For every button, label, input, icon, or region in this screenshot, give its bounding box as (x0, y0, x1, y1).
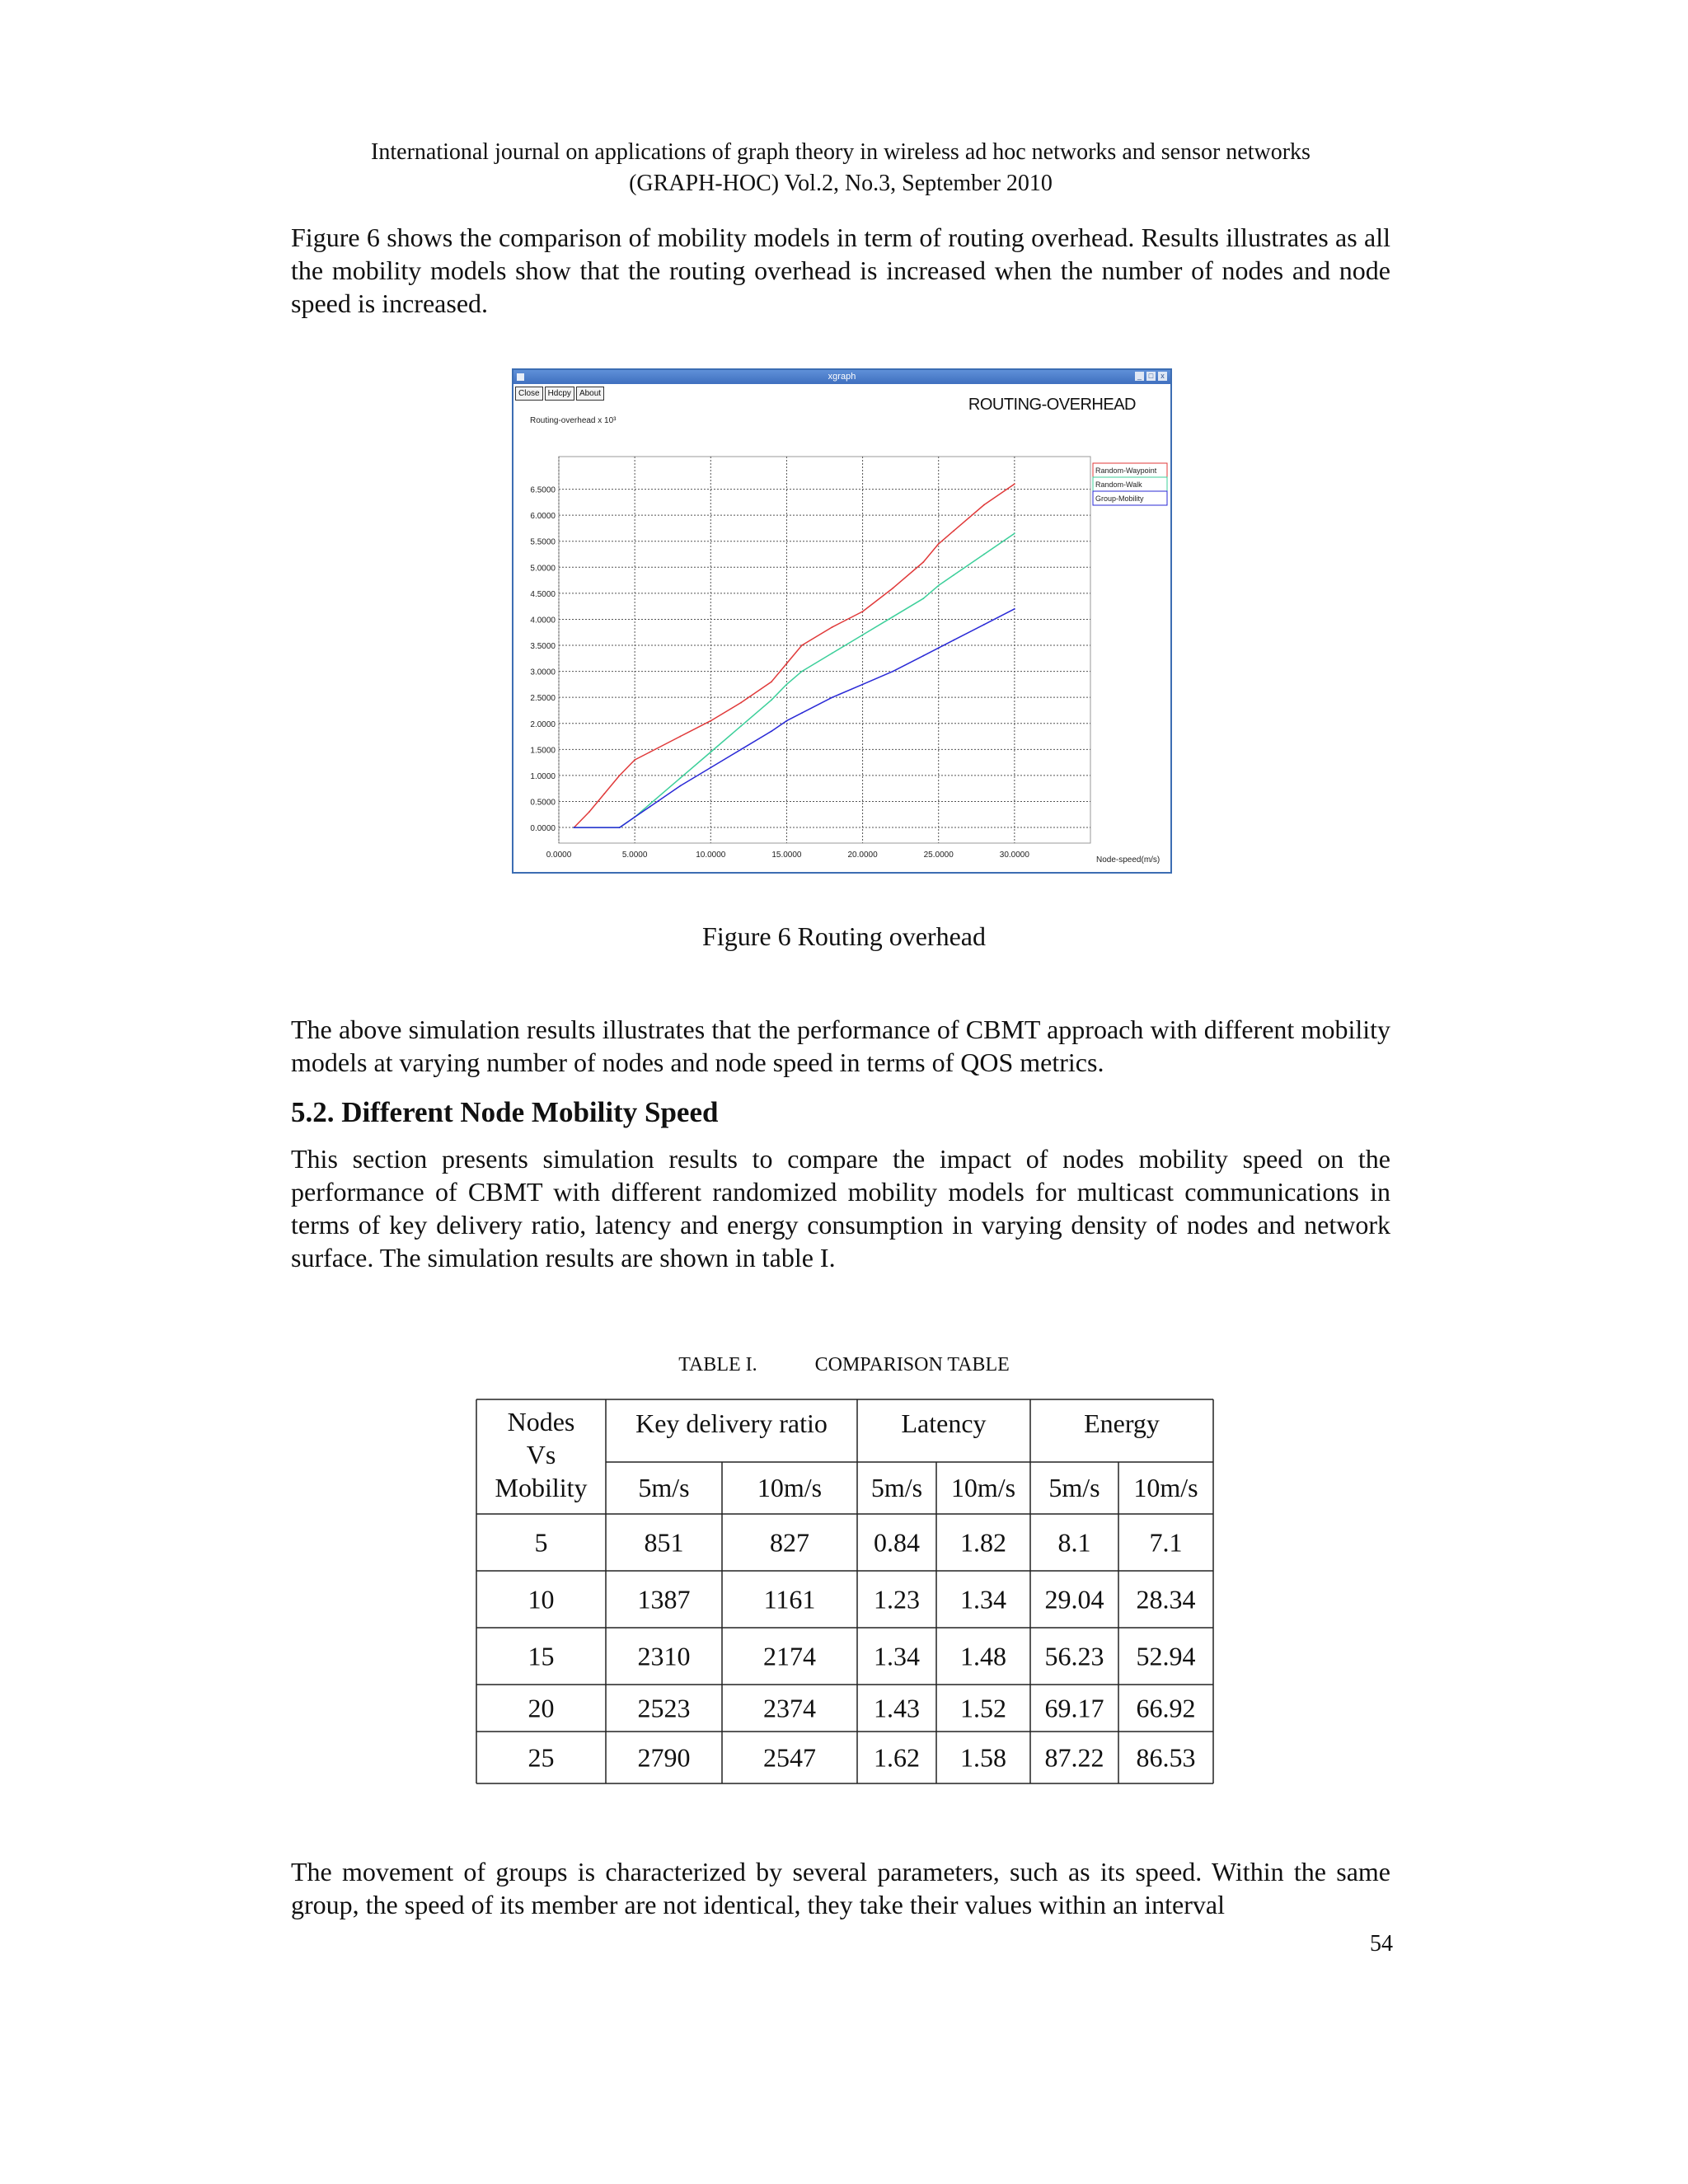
about-button[interactable]: About (576, 387, 604, 401)
legend-entry: Random-Walk (1095, 480, 1142, 489)
x-tick-label: 15.0000 (771, 851, 802, 860)
data-point (832, 653, 833, 654)
data-point (786, 683, 788, 685)
table-subheader: 10m/s (1133, 1473, 1198, 1502)
table-cell: 69.17 (1044, 1693, 1104, 1723)
series-line-random-walk (574, 533, 1015, 827)
table-cell: 1.23 (874, 1584, 920, 1615)
window-title: xgraph (828, 372, 856, 382)
close-window-icon[interactable]: x (1158, 372, 1167, 381)
data-point (619, 775, 621, 776)
data-point (574, 827, 575, 828)
minimize-icon[interactable]: _ (1135, 372, 1144, 381)
table-cell: 1387 (637, 1584, 691, 1615)
table-corner-label: Mobility (495, 1473, 588, 1502)
y-tick-label: 1.0000 (530, 771, 556, 781)
data-point (649, 752, 651, 753)
data-point (680, 777, 682, 779)
data-point (983, 554, 985, 555)
table-cell: 2523 (637, 1693, 691, 1723)
y-tick-label: 3.0000 (530, 668, 556, 677)
table-cell: 2374 (763, 1693, 816, 1723)
y-tick-label: 4.5000 (530, 589, 556, 599)
table-cell: 827 (770, 1527, 809, 1558)
legend-entry: Random-Waypoint (1095, 466, 1157, 475)
table-cell: 1.48 (960, 1641, 1006, 1671)
table-cell: 86.53 (1136, 1742, 1196, 1773)
data-point (801, 671, 803, 673)
data-point (801, 712, 803, 714)
data-point (680, 785, 682, 787)
data-point (1014, 608, 1015, 610)
table-caption-label: TABLE I. (678, 1354, 757, 1376)
table-cell: 1.43 (874, 1693, 920, 1723)
data-point (938, 647, 940, 649)
table-cell: 15 (528, 1641, 555, 1671)
table-caption-title: COMPARISON TABLE (814, 1354, 1010, 1376)
header-line-2: (GRAPH-HOC) Vol.2, No.3, September 2010 (629, 171, 1053, 196)
hardcopy-button[interactable]: Hdcpy (545, 387, 574, 401)
figure-caption: Figure 6 Routing overhead (702, 921, 986, 951)
data-point (603, 793, 605, 794)
table-cell: 56.23 (1044, 1641, 1104, 1671)
table-cell: 66.92 (1136, 1693, 1196, 1723)
data-point (953, 640, 954, 641)
data-point (634, 759, 635, 761)
chart-title: ROUTING-OVERHEAD (968, 396, 1136, 414)
window-menu-icon[interactable] (517, 373, 524, 381)
y-tick-label: 1.5000 (530, 746, 556, 756)
x-tick-label: 5.0000 (621, 851, 648, 860)
table-subheader: 10m/s (757, 1473, 823, 1502)
x-tick-label: 0.0000 (546, 851, 572, 860)
table-group-header: Key delivery ratio (635, 1408, 828, 1438)
data-point (740, 748, 742, 750)
data-point (710, 720, 711, 722)
data-point (771, 681, 772, 682)
y-tick-label: 2.0000 (530, 719, 556, 729)
data-point (862, 634, 864, 635)
data-point (771, 699, 772, 701)
table-cell: 1161 (763, 1584, 816, 1615)
routing-overhead-chart (513, 384, 1170, 872)
paragraph-section-intro: This section presents simulation results to compare the impact of nodes mobility speed on the performance of CBMT with different randomized mobility models for multicast communications in terms of key delivery ratio, latency and energy consumption in varying density of nodes and network surface. The simulation results are shown in table I. (291, 1144, 1390, 1272)
data-point (740, 702, 742, 704)
table-cell: 0.84 (874, 1527, 920, 1558)
x-tick-label: 10.0000 (696, 851, 726, 860)
data-point (922, 598, 924, 599)
data-point (1014, 483, 1015, 485)
table-cell: 1.34 (874, 1641, 920, 1671)
plot-frame (559, 457, 1090, 843)
data-point (680, 736, 682, 738)
data-point (786, 663, 788, 664)
table-cell: 1.34 (960, 1584, 1006, 1615)
x-tick-label: 25.0000 (923, 851, 954, 860)
table-cell: 87.22 (1044, 1742, 1104, 1773)
table-subheader: 5m/s (870, 1473, 923, 1502)
x-tick-label: 30.0000 (999, 851, 1029, 860)
y-tick-label: 2.5000 (530, 694, 556, 704)
y-tick-label: 6.5000 (530, 485, 556, 495)
table-cell: 29.04 (1044, 1584, 1104, 1615)
data-point (983, 624, 985, 626)
table-cell: 25 (528, 1742, 555, 1773)
data-point (832, 626, 833, 628)
data-point (740, 725, 742, 727)
table-cell: 10 (528, 1584, 555, 1615)
table-group-header: Energy (1084, 1408, 1160, 1438)
table-cell: 7.1 (1149, 1527, 1183, 1558)
data-point (634, 817, 635, 818)
data-point (893, 671, 894, 673)
table-cell: 28.34 (1136, 1584, 1196, 1615)
data-point (893, 616, 894, 617)
x-axis-label: Node-speed(m/s) (1096, 855, 1160, 865)
page-number: 54 (1370, 1931, 1393, 1957)
window-titlebar (513, 370, 1170, 384)
data-point (710, 752, 711, 753)
table-corner-label: Vs (526, 1440, 556, 1469)
table-cell: 2547 (763, 1742, 816, 1773)
y-tick-label: 0.5000 (530, 798, 556, 808)
series-line-random-waypoint (574, 484, 1015, 827)
table-subheader: 10m/s (950, 1473, 1016, 1502)
y-tick-label: 0.0000 (530, 824, 556, 834)
table-cell: 2790 (637, 1742, 691, 1773)
data-point (649, 806, 651, 808)
paragraph-group-movement: The movement of groups is characterized by several parameters, such as its speed. Within the same group, the speed of its member are not identical, they take their values within an interval (291, 1857, 1390, 1919)
legend-entry: Group-Mobility (1095, 494, 1144, 503)
data-point (862, 683, 864, 685)
table-cell: 1.58 (960, 1742, 1006, 1773)
y-tick-label: 6.0000 (530, 512, 556, 522)
data-point (922, 655, 924, 657)
data-point (771, 730, 772, 732)
table-cell: 851 (644, 1527, 684, 1558)
table-cell: 20 (528, 1693, 555, 1723)
data-point (938, 585, 940, 587)
y-tick-label: 3.5000 (530, 642, 556, 652)
data-point (588, 811, 590, 813)
running-header (280, 137, 1401, 199)
data-point (710, 767, 711, 769)
table-subheader: 5m/s (638, 1473, 690, 1502)
table-cell: 52.94 (1136, 1641, 1196, 1671)
xgraph-window (512, 368, 1172, 874)
data-point (1014, 532, 1015, 534)
y-tick-label: 5.5000 (530, 537, 556, 547)
data-point (786, 720, 788, 722)
data-point (801, 644, 803, 646)
table-subheader: 5m/s (1048, 1473, 1100, 1502)
table-cell: 1.82 (960, 1527, 1006, 1558)
y-axis-label: Routing-overhead x 10³ (530, 416, 617, 425)
data-point (862, 611, 864, 612)
data-point (619, 827, 621, 828)
data-point (983, 504, 985, 506)
close-button[interactable]: Close (515, 387, 543, 401)
maximize-icon[interactable]: □ (1146, 372, 1156, 381)
data-point (953, 574, 954, 576)
table-cell: 5 (534, 1527, 548, 1558)
table-cell: 8.1 (1057, 1527, 1091, 1558)
table-cell: 2310 (637, 1641, 691, 1671)
table-corner-label: Nodes (507, 1407, 575, 1436)
y-tick-label: 4.0000 (530, 616, 556, 626)
table-cell: 1.62 (874, 1742, 920, 1773)
x-tick-label: 20.0000 (847, 851, 878, 860)
paragraph-routing-overhead: Figure 6 shows the comparison of mobility models in term of routing overhead. Results illustrates as all the mobility models show that the routing overhead is increased when the number of nodes and node speed is increased. (291, 223, 1390, 318)
data-point (922, 561, 924, 563)
y-tick-label: 5.0000 (530, 564, 556, 574)
table-cell: 1.52 (960, 1693, 1006, 1723)
series-line-group-mobility (574, 609, 1015, 827)
table-cell: 2174 (763, 1641, 816, 1671)
data-point (832, 696, 833, 698)
paragraph-simulation-results: The above simulation results illustrates that the performance of CBMT approach with different mobility models at varying number of nodes and node speed in terms of QOS metrics. (291, 1015, 1390, 1077)
data-point (893, 588, 894, 589)
data-point (953, 530, 954, 532)
table-group-header: Latency (901, 1408, 987, 1438)
data-point (938, 543, 940, 545)
data-point (649, 804, 651, 805)
table-caption (0, 1352, 1688, 1377)
header-line-1: International journal on applications of graph theory in wireless ad hoc networks and sensor networks (371, 139, 1311, 165)
section-heading: 5.2. Different Node Mobility Speed (291, 1096, 719, 1128)
